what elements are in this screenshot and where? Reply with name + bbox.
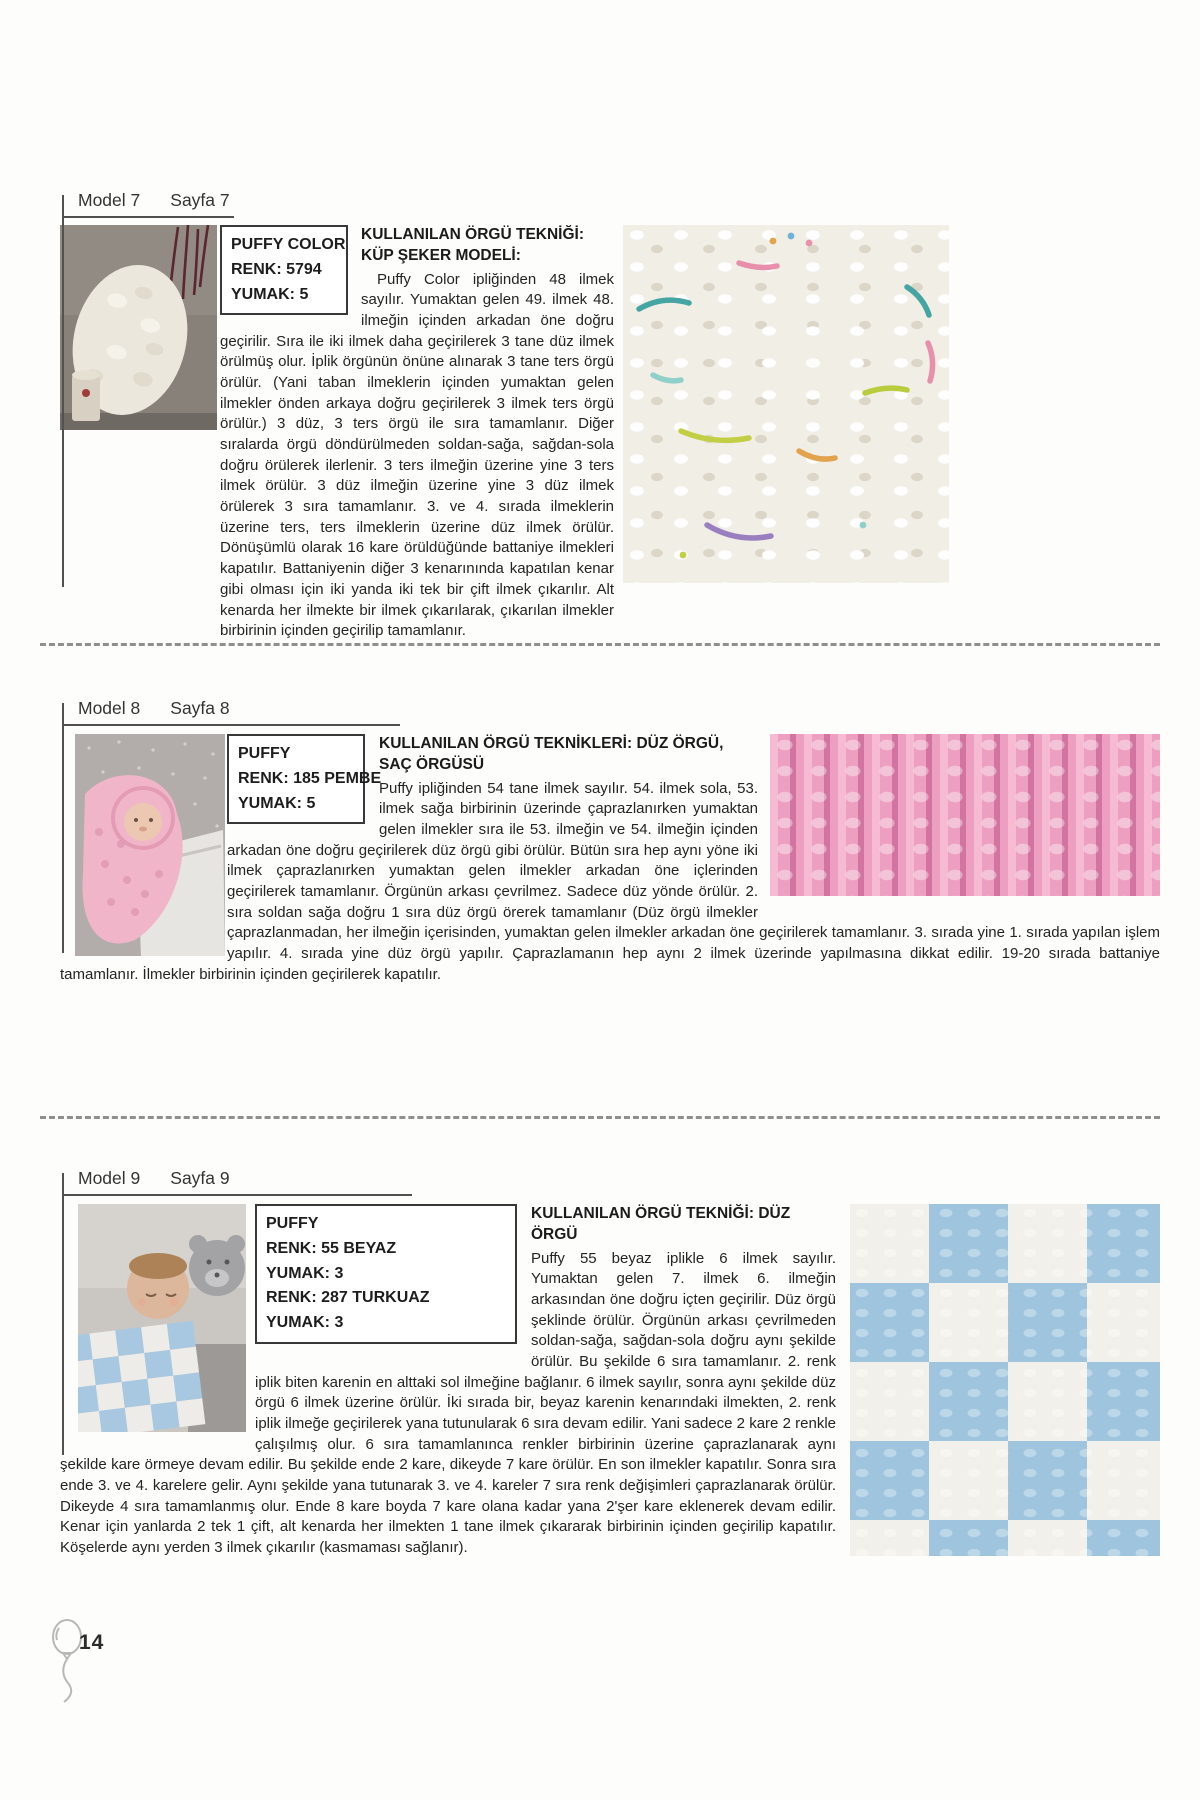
dashed-divider bbox=[40, 643, 1160, 646]
technique-title-line: KULLANILAN ÖRGÜ TEKNİĞİ: bbox=[361, 226, 585, 243]
teddy-bear-shape bbox=[189, 1235, 245, 1296]
knit-swatch-image bbox=[850, 1204, 1160, 1556]
checked-blanket-shape bbox=[78, 1321, 205, 1432]
baby-head-shape bbox=[127, 1253, 189, 1319]
section-header-rule bbox=[62, 1194, 412, 1196]
yarn-skeins-2: YUMAK: 3 bbox=[266, 1314, 344, 1332]
section-header-rule bbox=[62, 216, 234, 218]
yarn-skeins: YUMAK: 5 bbox=[231, 285, 309, 303]
page-label: Sayfa 8 bbox=[170, 698, 230, 718]
section-left-rule bbox=[62, 703, 64, 953]
section-body bbox=[60, 734, 1160, 985]
section-left-rule bbox=[62, 1173, 64, 1455]
yarn-name: PUFFY COLOR bbox=[231, 236, 346, 253]
section-header bbox=[60, 1168, 1160, 1194]
instructions-text: Puffy 55 beyaz iplikle 6 ilmek sayılır. Yumaktan gelen 7. ilmek 6. ilmeğin arkasından öne doğru içten geçirilir. Düz örgü şeklinde örülür. Örgünün arkası çevrilmeden soldan-sağa, sağdan-sola doğru aynı şekilde örülür. Bu şekilde 6 sıra tamamlanır. 2. renk iplik biten karenin en alttaki sol ilmeğine bağlanır. 6 ilmek sayılır, sonra aynı şekilde düz örgü 6 ilmek üzerine örülür. İki sırada bir, beyaz karenin kenarındaki ilmekten, 2. renk iplik ilmeğe geçirilerek yana tutunularak 6 sıra devam edilir. Yani sadece 2 kare 2 renkle çalışılmış olur. 6 sıra tamamlanınca renkler birbirinin üzerine çaprazlanarak aynı şekilde kare örmeye devam edilir. Bu şekilde ende 2 kare, dikeyde 7 kare örülür. En son ilmekler kapatılır. Sonra sıra ende 3. ve 4. karelere gelir. Aynı şekilde yana tutunarak 3. ve 4. kareler 7 sıra renk değişimleri çaprazlanarak örülür. Dikeyde 4 sıra tamamlanmış olur. Ende 8 kare boyda 7 kare olana kadar yana 2'şer kare eklenerek devam edilir. Kenar için yanlarda 2 tek 1 çift, alt kenarda her ilmekten 1 tane ilmek çıkararak birbirinin içinden geçirilip kapatılır. Köşelerde aynı yerden 3 ilmek çıkarılır (kasmaması sağlanır). bbox=[60, 1249, 836, 1557]
page-label: Sayfa 7 bbox=[170, 190, 230, 210]
section-header-rule bbox=[62, 724, 400, 726]
yarn-skeins-1: YUMAK: 3 bbox=[266, 1264, 344, 1282]
model-label: Model 9 bbox=[78, 1168, 141, 1188]
section-header bbox=[60, 190, 962, 216]
section-body bbox=[60, 225, 962, 642]
model-photo bbox=[75, 734, 225, 956]
model-photo bbox=[60, 225, 217, 430]
page-footer bbox=[50, 1618, 180, 1713]
yarn-color: RENK: 185 PEMBE bbox=[238, 769, 382, 787]
yarn-color-2: RENK: 287 TURKUAZ bbox=[266, 1289, 430, 1307]
page-label: Sayfa 9 bbox=[170, 1168, 230, 1188]
section-left-rule bbox=[62, 195, 64, 587]
technique-title-line: KULLANILAN ÖRGÜ TEKNİKLERİ: DÜZ ÖRGÜ, SAÇ ÖRGÜSÜ bbox=[379, 735, 724, 773]
yarn-color: RENK: 5794 bbox=[231, 260, 322, 278]
model-photo bbox=[78, 1204, 246, 1432]
instructions-text: Puffy Color ipliğinden 48 ilmek sayılır. Yumaktan gelen 49. ilmek 48. ilmeğin içinden arkadan öne doğru geçirilir. Sıra ile iki ilmek daha geçirilerek 3 tane düz ilmek örülmüş olur. İplik örgünün önüne alınarak 3 tane ters örgü örülür. (Yani taban ilmeklerin içinden yumaktan gelen ilmekler önden arkaya doğru geçirilerek 3 ilmek ters örgü örülür.) 3 düz, 3 ters örgü ile sıra tamamlanır. Diğer sıralarda örgü döndürülmeden soldan-sağa, sağdan-sola doğru örülerek ilerlenir. 3 ters ilmeğin üzerine yine 3 ters ilmek örülür. 3 düz ilmeğin üzerine yine 3 düz ilmek örülerek 3 sıra tamamlanır. 3. ve 4. sırada ilmeklerin üzerine ters, ters ilmeklerin üzerine düz ilmek örülür. Dönüşümlü olarak 16 kare örüldüğünde battaniye ilmekleri kapatılır. Battaniyenin diğer 3 kenarınında kapatılan kenar gibi olması için iki yanda iki tek bir çift ilmek çıkarılır. Alt kenarda her ilmekte bir ilmek çıkarılarak, çıkarılan ilmekler birbirinin içinden geçirilip tamamlanır. bbox=[220, 270, 614, 640]
page-number: 14 bbox=[79, 1631, 105, 1654]
color-fleck-decor bbox=[623, 225, 949, 583]
yarn-info-box bbox=[227, 734, 382, 824]
knit-swatch-image bbox=[770, 734, 1160, 896]
text-column bbox=[220, 225, 614, 642]
section-model-8 bbox=[60, 698, 1160, 985]
yarn-info-box bbox=[255, 1204, 517, 1344]
candle-decor bbox=[72, 370, 100, 421]
knit-swatch-image bbox=[623, 225, 949, 583]
section-body bbox=[60, 1204, 1160, 1559]
model-label: Model 7 bbox=[78, 190, 141, 210]
dashed-divider bbox=[40, 1116, 1160, 1119]
yarn-info-box bbox=[220, 225, 348, 315]
technique-title-line: KULLANILAN ÖRGÜ TEKNİĞİ: DÜZ ÖRGÜ bbox=[531, 1205, 791, 1243]
section-model-7 bbox=[60, 190, 962, 642]
yarn-color-1: RENK: 55 BEYAZ bbox=[266, 1239, 397, 1257]
yarn-skeins: YUMAK: 5 bbox=[238, 794, 316, 812]
instructions-text: Puffy ipliğinden 54 tane ilmek sayılır. 54. ilmek sola, 53. ilmek sağa birbirinin üzerinde çaprazlanırken yumaktan gelen ilmekler sıra ile 53. ilmeğin ve 54. ilmeğin içinden arkadan öne doğru geçirilerek düz örgü gibi örülür. Bütün sıra hep aynı yöne iki ilmek çaprazlanırken yumaktan gelen ilmekler arkadan öne içlerinden geçirilerek tamamlanır. Örgünün arkası çevrilmez. Sadece düz yönde örülür. 2. sıra soldan sağa doğru 1 sıra düz örgü örerek tamamlanır (Düz örgü ilmekler çaprazlanmadan, her ilmeğin içerisinden, yumaktan gelen ilmekler arkadan öne geçirilerek tamamlanır. 3. sırada yine 1. sırada yapılan işlem yapılır. 4. sırada yine düz örgü yapılır. Çaprazlamanın hep aynı 2 ilmek üzerinde yapılmasına dikkat edilir. 19-20 sırada battaniye tamamlanır. İlmekler birbirinin içinden geçirilerek kapatılır. bbox=[60, 779, 1160, 983]
section-model-9 bbox=[60, 1168, 1160, 1568]
yarn-name: PUFFY bbox=[238, 745, 291, 762]
technique-title-line: KÜP ŞEKER MODELİ: bbox=[361, 246, 521, 264]
model-label: Model 8 bbox=[78, 698, 141, 718]
section-header bbox=[60, 698, 1160, 724]
yarn-name: PUFFY bbox=[266, 1215, 319, 1232]
